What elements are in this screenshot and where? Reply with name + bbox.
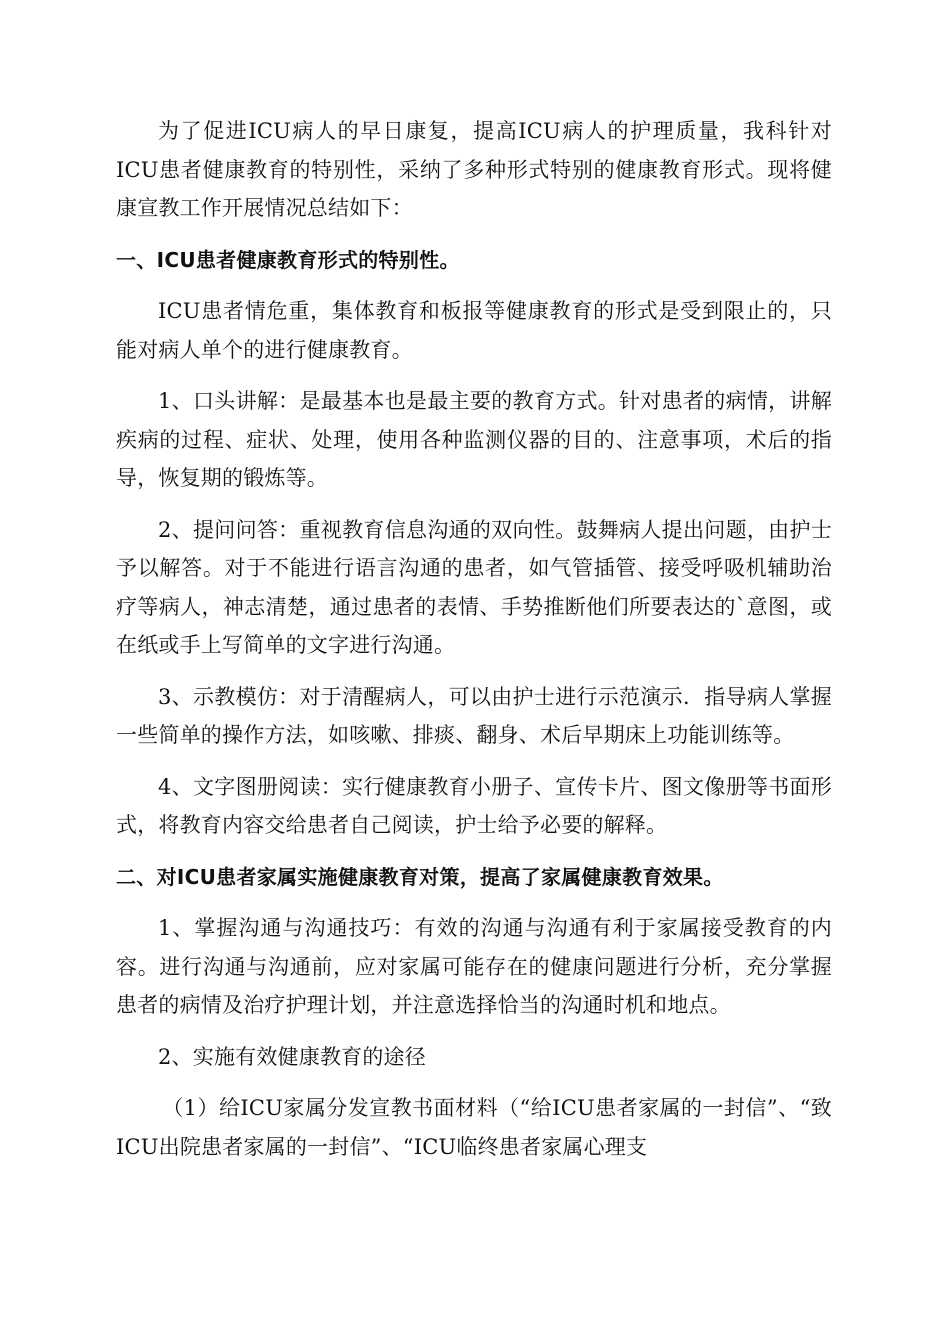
- section-1-item-4: 4、文字图册阅读：实行健康教育小册子、宣传卡片、图文像册等书面形式，将教育内容交给患者自己阅读，护士给予必要的解释。: [116, 774, 832, 837]
- section-2-heading: 二、对ICU患者家属实施健康教育对策，提高了家属健康教育效果。: [116, 864, 724, 889]
- section-1-item-2: 2、提问问答：重视教育信息沟通的双向性。鼓舞病人提出问题，由护士予以解答。对于不能进行语言沟通的患者，如气管插管、接受呼吸机辅助治疗等病人，神志清楚，通过患者的表情、手势推断他们所要表达的`意图，或在纸或手上写简单的文字进行沟通。: [116, 517, 832, 657]
- section-2-item-1: 1、掌握沟通与沟通技巧：有效的沟通与沟通有利于家属接受教育的内容。进行沟通与沟通前，应对家属可能存在的健康问题进行分析，充分掌握患者的病情及治疗护理计划，并注意选择恰当的沟通时机和地点。: [116, 916, 832, 1017]
- section-2-item-3: （1）给ICU家属分发宣教书面材料（“给ICU患者家属的一封信”、“致ICU出院患者家属的一封信”、“ICU临终患者家属心理支: [116, 1096, 832, 1159]
- section-1-item-1: 1、口头讲解：是最基本也是最主要的教育方式。针对患者的病情，讲解疾病的过程、症状、处理，使用各种监测仪器的目的、注意事项，术后的指导，恢复期的锻炼等。: [116, 389, 832, 490]
- section-1-item-3: 3、示教模仿：对于清醒病人，可以由护士进行示范演示．指导病人掌握一些简单的操作方法，如咳嗽、排痰、翻身、术后早期床上功能训练等。: [116, 684, 832, 747]
- section-1-intro: ICU患者情危重，集体教育和板报等健康教育的形式是受到限止的，只能对病人单个的进行健康教育。: [116, 299, 832, 362]
- document-page: [116, 112, 832, 1179]
- section-1-heading: 一、ICU患者健康教育形式的特别性。: [116, 247, 460, 272]
- section-2-item-2: 2、实施有效健康教育的途径: [158, 1044, 426, 1069]
- intro-paragraph: 为了促进ICU病人的早日康复，提高ICU病人的护理质量，我科针对ICU患者健康教育的特别性，采纳了多种形式特别的健康教育形式。现将健康宣教工作开展情况总结如下：: [116, 119, 832, 220]
